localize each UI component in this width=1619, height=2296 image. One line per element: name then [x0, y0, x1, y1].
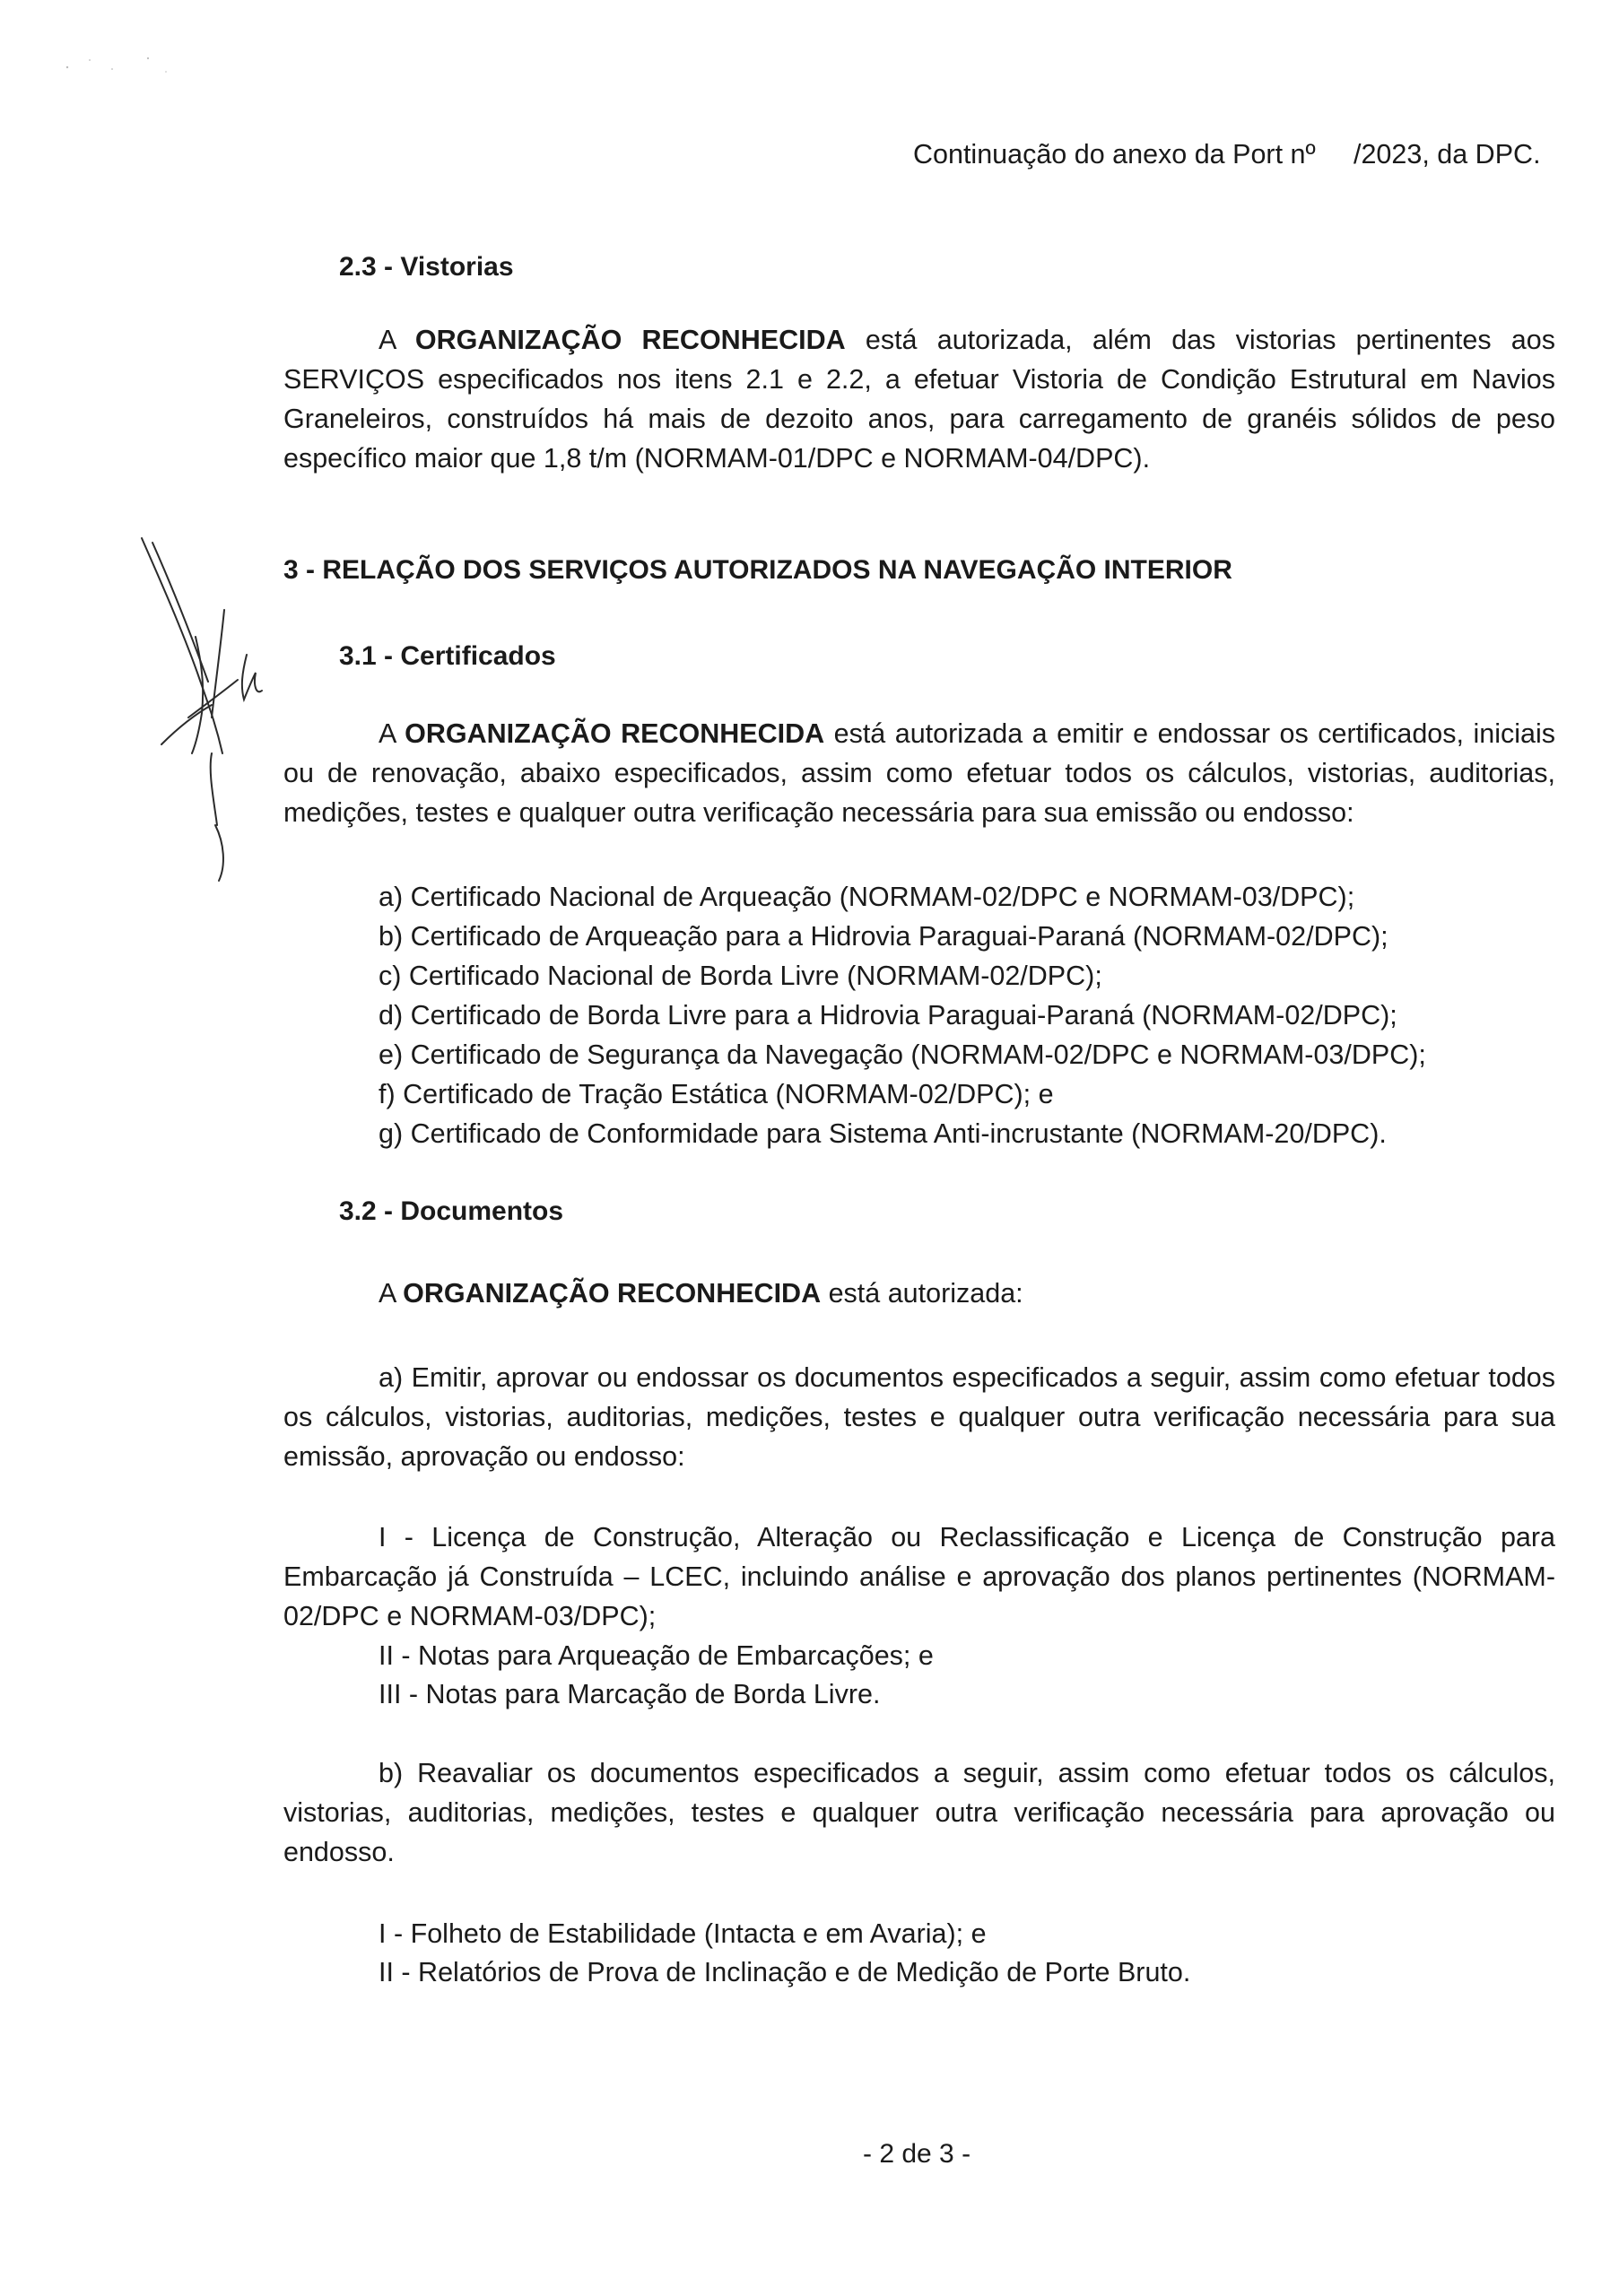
page-number: - 2 de 3 -	[863, 2139, 971, 2169]
header-port-number: /2023, da DPC.	[1354, 139, 1541, 170]
handwritten-signature	[126, 529, 287, 888]
organization-name-bold: ORGANIZAÇÃO RECONHECIDA	[403, 1278, 822, 1309]
item-a-roman-2: II - Notas para Arqueação de Embarcações; e	[379, 1640, 934, 1671]
item-b-roman-1: I - Folheto de Estabilidade (Intacta e em Avaria); e	[379, 1918, 987, 1949]
item-a-roman-1: I - Licença de Construção, Alteração ou Reclassificação e Licença de Construção para Embarcação já Construída – LCEC, incluindo análise e aprovação dos planos pertinentes (NORMAM-02/DPC e NORMAM-03/DPC);	[283, 1522, 1555, 1631]
organization-name-bold: ORGANIZAÇÃO RECONHECIDA	[405, 718, 825, 749]
section-3-title: 3 - RELAÇÃO DOS SERVIÇOS AUTORIZADOS NA NAVEGAÇÃO INTERIOR	[283, 555, 1232, 585]
paragraph-prefix: A	[379, 718, 405, 749]
list-item: b) Certificado de Arqueação para a Hidrovia Paraguai-Paraná (NORMAM-02/DPC);	[379, 921, 1388, 952]
paragraph-prefix: A	[379, 1278, 404, 1309]
list-item: d) Certificado de Borda Livre para a Hidrovia Paraguai-Paraná (NORMAM-02/DPC);	[379, 1000, 1397, 1031]
section-2-3-title: 2.3 - Vistorias	[339, 252, 514, 282]
list-item: g) Certificado de Conformidade para Sistema Anti-incrustante (NORMAM-20/DPC).	[379, 1118, 1387, 1149]
section-2-3-paragraph	[283, 320, 1555, 478]
list-item: c) Certificado Nacional de Borda Livre (NORMAM-02/DPC);	[379, 961, 1102, 991]
certificates-list	[379, 877, 1562, 1153]
list-item: f) Certificado de Tração Estática (NORMAM-02/DPC); e	[379, 1079, 1054, 1109]
section-3-2-item-a: a) Emitir, aprovar ou endossar os documentos especificados a seguir, assim como efetuar todos os cálculos, vistorias, auditorias, medições, testes e qualquer outra verificação necessária para sua emissão, aprovação ou endosso:	[283, 1362, 1555, 1472]
paragraph-prefix: A	[379, 325, 415, 355]
paragraph-text: está autorizada a emitir e endossar os certificados, iniciais ou de renovação, abaixo especificados, assim como efetuar todos os cálculos, vistorias, auditorias, medições, testes e qualquer outra verificação necessária para sua emissão ou endosso:	[283, 718, 1555, 828]
section-3-2-title: 3.2 - Documentos	[339, 1196, 564, 1226]
paragraph-text: está autorizada:	[821, 1278, 1023, 1309]
page-header	[913, 135, 1541, 174]
paragraph-text: está autorizada, além das vistorias pertinentes aos SERVIÇOS especificados nos itens 2.1 e 2.2, a efetuar Vistoria de Condição Estrutural em Navios Graneleiros, construídos há mais de dezoito anos, para carregamento de granéis sólidos de peso específico maior que 1,8 t/m (NORMAM-01/DPC e NORMAM-04/DPC).	[283, 325, 1555, 474]
list-item: e) Certificado de Segurança da Navegação (NORMAM-02/DPC e NORMAM-03/DPC);	[379, 1039, 1426, 1070]
section-3-2-intro	[379, 1274, 1023, 1313]
section-3-2-item-b: b) Reavaliar os documentos especificados a seguir, assim como efetuar todos os cálculos, vistorias, auditorias, medições, testes e qualquer outra verificação necessária para aprovação ou endosso.	[283, 1758, 1555, 1867]
list-item: a) Certificado Nacional de Arqueação (NORMAM-02/DPC e NORMAM-03/DPC);	[379, 882, 1355, 912]
item-b-roman-2: II - Relatórios de Prova de Inclinação e de Medição de Porte Bruto.	[379, 1957, 1191, 1987]
scan-specks	[49, 49, 184, 85]
header-continuation: Continuação do anexo da Port nº	[913, 139, 1316, 170]
section-3-1-paragraph	[283, 714, 1555, 832]
section-3-1-title: 3.1 - Certificados	[339, 641, 556, 671]
organization-name-bold: ORGANIZAÇÃO RECONHECIDA	[414, 325, 846, 355]
item-a-roman-3: III - Notas para Marcação de Borda Livre.	[379, 1679, 881, 1709]
